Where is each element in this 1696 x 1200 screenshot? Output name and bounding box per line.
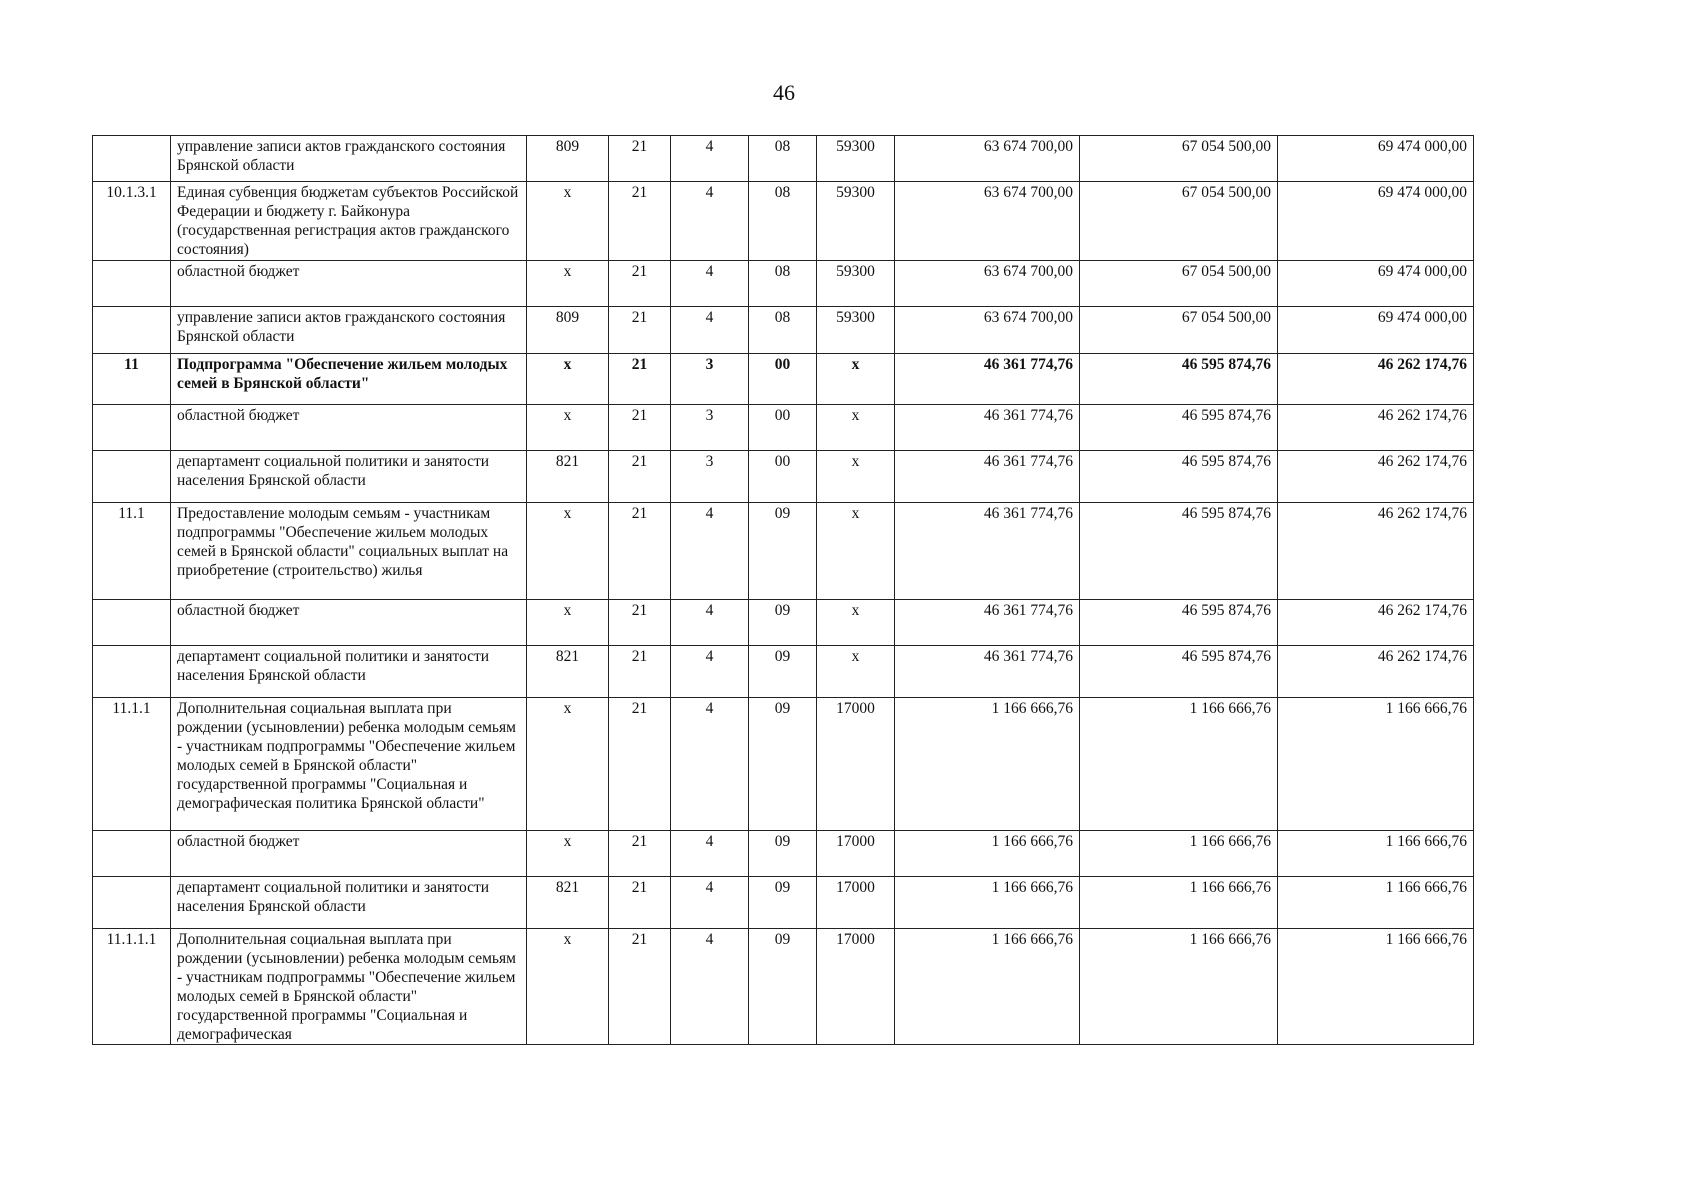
amount-year3-cell: 46 262 174,76 [1278,646,1474,698]
page-number: 46 [773,80,795,105]
table-row [93,354,1474,405]
admin-code-cell: х [527,405,609,451]
admin-code-cell: х [527,354,609,405]
amount-year2-cell: 67 054 500,00 [1080,261,1278,307]
program-code-cell: 21 [609,831,671,877]
table-row [93,182,1474,261]
table-row [93,405,1474,451]
item-code-cell: 09 [749,698,817,831]
row-number-cell: 11 [93,354,171,405]
admin-code-cell: х [527,600,609,646]
row-name-cell: департамент социальной политики и занятости населения Брянской области [171,451,527,503]
admin-code-cell: х [527,182,609,261]
amount-year2-cell: 1 166 666,76 [1080,698,1278,831]
type-code-cell: 3 [671,405,749,451]
type-code-cell: 4 [671,877,749,929]
amount-year2-cell: 67 054 500,00 [1080,182,1278,261]
type-code-cell: 4 [671,307,749,354]
direction-code-cell: х [817,354,895,405]
row-number-cell [93,261,171,307]
admin-code-cell: 809 [527,307,609,354]
amount-year2-cell: 1 166 666,76 [1080,877,1278,929]
admin-code-cell: х [527,698,609,831]
type-code-cell: 4 [671,831,749,877]
amount-year1-cell: 63 674 700,00 [895,307,1080,354]
item-code-cell: 09 [749,831,817,877]
admin-code-cell: х [527,261,609,307]
program-code-cell: 21 [609,405,671,451]
admin-code-cell: 809 [527,136,609,182]
type-code-cell: 4 [671,182,749,261]
table-row [93,261,1474,307]
row-number-cell [93,451,171,503]
direction-code-cell: х [817,503,895,600]
row-number-cell [93,307,171,354]
direction-code-cell: х [817,600,895,646]
item-code-cell: 08 [749,307,817,354]
amount-year3-cell: 1 166 666,76 [1278,877,1474,929]
amount-year3-cell: 69 474 000,00 [1278,182,1474,261]
amount-year1-cell: 63 674 700,00 [895,136,1080,182]
direction-code-cell: х [817,405,895,451]
row-name-cell: Предоставление молодым семьям - участникам подпрограммы "Обеспечение жильем молодых семей в Брянской области" социальных выплат на приобретение (строительство) жилья [171,503,527,600]
row-number-cell: 10.1.3.1 [93,182,171,261]
type-code-cell: 4 [671,600,749,646]
amount-year2-cell: 46 595 874,76 [1080,405,1278,451]
amount-year3-cell: 69 474 000,00 [1278,261,1474,307]
amount-year2-cell: 46 595 874,76 [1080,451,1278,503]
admin-code-cell: х [527,929,609,1045]
table-row [93,831,1474,877]
program-code-cell: 21 [609,698,671,831]
admin-code-cell: х [527,831,609,877]
amount-year1-cell: 46 361 774,76 [895,354,1080,405]
item-code-cell: 09 [749,600,817,646]
amount-year3-cell: 1 166 666,76 [1278,929,1474,1045]
program-code-cell: 21 [609,136,671,182]
item-code-cell: 08 [749,261,817,307]
amount-year2-cell: 67 054 500,00 [1080,307,1278,354]
program-code-cell: 21 [609,354,671,405]
amount-year2-cell: 67 054 500,00 [1080,136,1278,182]
table-row [93,307,1474,354]
admin-code-cell: х [527,503,609,600]
admin-code-cell: 821 [527,451,609,503]
type-code-cell: 4 [671,503,749,600]
item-code-cell: 09 [749,503,817,600]
row-number-cell: 11.1 [93,503,171,600]
row-name-cell: Дополнительная социальная выплата при рождении (усыновлении) ребенка молодым семьям - участникам подпрограммы "Обеспечение жильем молодых семей в Брянской области" государственной программы "Социальная и демографическая [171,929,527,1045]
type-code-cell: 4 [671,929,749,1045]
amount-year3-cell: 46 262 174,76 [1278,354,1474,405]
amount-year1-cell: 46 361 774,76 [895,405,1080,451]
row-number-cell [93,646,171,698]
item-code-cell: 09 [749,646,817,698]
row-name-cell: областной бюджет [171,261,527,307]
program-code-cell: 21 [609,503,671,600]
item-code-cell: 08 [749,136,817,182]
table-row [93,646,1474,698]
budget-table [92,135,1474,1045]
direction-code-cell: х [817,451,895,503]
program-code-cell: 21 [609,600,671,646]
item-code-cell: 08 [749,182,817,261]
table-row [93,600,1474,646]
row-name-cell: Единая субвенция бюджетам субъектов Российской Федерации и бюджету г. Байконура (государственная регистрация актов гражданского состояния) [171,182,527,261]
direction-code-cell: 59300 [817,307,895,354]
row-name-cell: управление записи актов гражданского состояния Брянской области [171,136,527,182]
item-code-cell: 09 [749,929,817,1045]
amount-year1-cell: 63 674 700,00 [895,182,1080,261]
amount-year3-cell: 46 262 174,76 [1278,600,1474,646]
amount-year3-cell: 46 262 174,76 [1278,503,1474,600]
table-row [93,503,1474,600]
program-code-cell: 21 [609,261,671,307]
amount-year1-cell: 46 361 774,76 [895,451,1080,503]
table-row [93,698,1474,831]
direction-code-cell: 17000 [817,698,895,831]
direction-code-cell: х [817,646,895,698]
row-name-cell: областной бюджет [171,831,527,877]
item-code-cell: 09 [749,877,817,929]
amount-year3-cell: 46 262 174,76 [1278,451,1474,503]
item-code-cell: 00 [749,354,817,405]
amount-year1-cell: 1 166 666,76 [895,877,1080,929]
item-code-cell: 00 [749,451,817,503]
row-name-cell: областной бюджет [171,405,527,451]
row-name-cell: Дополнительная социальная выплата при рождении (усыновлении) ребенка молодым семьям - участникам подпрограммы "Обеспечение жильем молодых семей в Брянской области" государственной программы "Социальная и демографическая политика Брянской области" [171,698,527,831]
type-code-cell: 4 [671,646,749,698]
type-code-cell: 4 [671,136,749,182]
amount-year2-cell: 1 166 666,76 [1080,831,1278,877]
row-number-cell: 11.1.1 [93,698,171,831]
direction-code-cell: 59300 [817,136,895,182]
amount-year1-cell: 46 361 774,76 [895,600,1080,646]
type-code-cell: 4 [671,698,749,831]
direction-code-cell: 59300 [817,261,895,307]
program-code-cell: 21 [609,182,671,261]
amount-year2-cell: 1 166 666,76 [1080,929,1278,1045]
direction-code-cell: 17000 [817,831,895,877]
item-code-cell: 00 [749,405,817,451]
row-number-cell [93,877,171,929]
direction-code-cell: 59300 [817,182,895,261]
row-name-cell: Подпрограмма "Обеспечение жильем молодых семей в Брянской области" [171,354,527,405]
amount-year1-cell: 1 166 666,76 [895,698,1080,831]
amount-year3-cell: 1 166 666,76 [1278,831,1474,877]
amount-year2-cell: 46 595 874,76 [1080,354,1278,405]
row-name-cell: управление записи актов гражданского состояния Брянской области [171,307,527,354]
row-number-cell: 11.1.1.1 [93,929,171,1045]
amount-year1-cell: 1 166 666,76 [895,929,1080,1045]
row-name-cell: областной бюджет [171,600,527,646]
row-number-cell [93,405,171,451]
table-row [93,877,1474,929]
table-row [93,451,1474,503]
table-row [93,136,1474,182]
program-code-cell: 21 [609,929,671,1045]
admin-code-cell: 821 [527,877,609,929]
row-number-cell [93,600,171,646]
amount-year2-cell: 46 595 874,76 [1080,600,1278,646]
amount-year2-cell: 46 595 874,76 [1080,503,1278,600]
program-code-cell: 21 [609,646,671,698]
type-code-cell: 3 [671,451,749,503]
amount-year3-cell: 1 166 666,76 [1278,698,1474,831]
amount-year1-cell: 46 361 774,76 [895,503,1080,600]
program-code-cell: 21 [609,307,671,354]
amount-year3-cell: 69 474 000,00 [1278,307,1474,354]
row-number-cell [93,831,171,877]
amount-year2-cell: 46 595 874,76 [1080,646,1278,698]
amount-year1-cell: 46 361 774,76 [895,646,1080,698]
type-code-cell: 3 [671,354,749,405]
row-number-cell [93,136,171,182]
program-code-cell: 21 [609,451,671,503]
table-row [93,929,1474,1045]
program-code-cell: 21 [609,877,671,929]
direction-code-cell: 17000 [817,929,895,1045]
row-name-cell: департамент социальной политики и занятости населения Брянской области [171,646,527,698]
amount-year3-cell: 46 262 174,76 [1278,405,1474,451]
amount-year3-cell: 69 474 000,00 [1278,136,1474,182]
row-name-cell: департамент социальной политики и занятости населения Брянской области [171,877,527,929]
type-code-cell: 4 [671,261,749,307]
amount-year1-cell: 63 674 700,00 [895,261,1080,307]
direction-code-cell: 17000 [817,877,895,929]
amount-year1-cell: 1 166 666,76 [895,831,1080,877]
admin-code-cell: 821 [527,646,609,698]
